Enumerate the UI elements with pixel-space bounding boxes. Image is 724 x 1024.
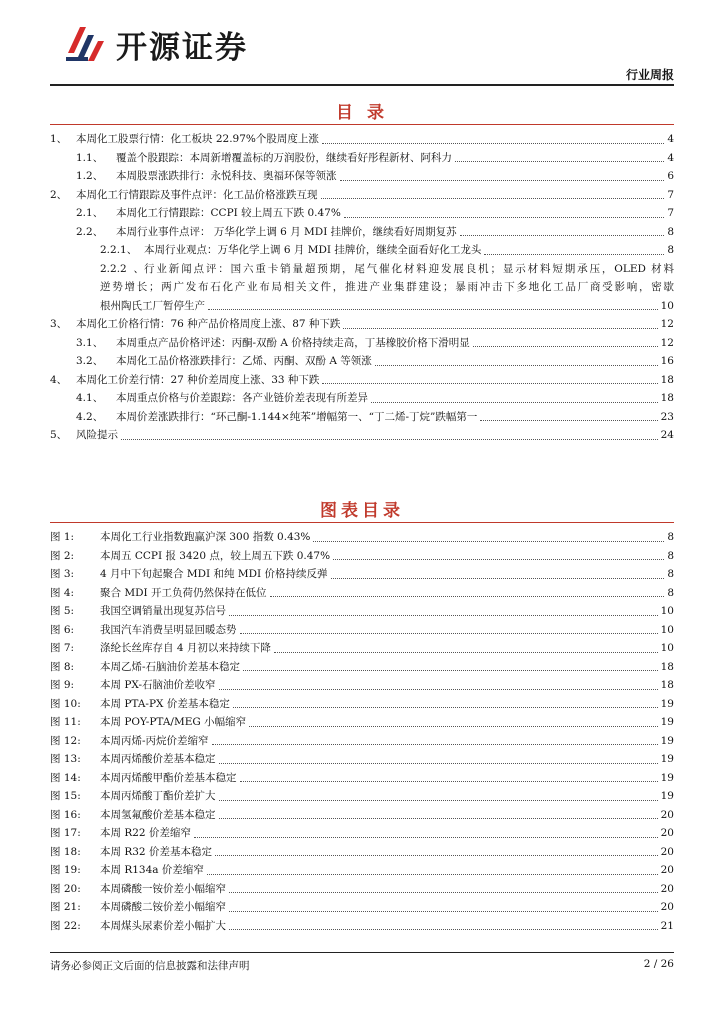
figure-index-list <box>50 528 674 935</box>
figure-entry[interactable] <box>50 806 674 825</box>
dot-leader <box>484 254 664 255</box>
toc-entry-page: 8 <box>667 568 674 580</box>
toc-entry-text: 本周 PX-石脑油价差收窄 <box>100 679 216 691</box>
toc-entry-page: 18 <box>660 679 674 691</box>
logo-text: 开源证券 <box>116 29 248 66</box>
toc-entry-number: 图 20: <box>50 882 81 895</box>
toc-entry[interactable] <box>50 149 674 168</box>
toc-entry-text: 我国空调销量出现复苏信号 <box>100 605 226 617</box>
toc-entry-page: 6 <box>667 170 674 182</box>
toc-entry-text: 本周股票涨跌排行：永悦科技、奥福环保等领涨 <box>116 170 337 182</box>
toc-entry-number: 图 14: <box>50 771 81 784</box>
toc-entry-page: 20 <box>660 882 674 895</box>
toc-entry-number: 图 17: <box>50 827 81 839</box>
toc-entry[interactable] <box>50 186 674 205</box>
toc-entry-page: 20 <box>660 827 674 839</box>
dot-leader <box>219 818 658 819</box>
footer-disclaimer: 请务必参阅正文后面的信息披露和法律声明 <box>50 960 250 972</box>
dot-leader <box>243 670 658 671</box>
toc-entry-text: 本周化工品价格涨跌排行：乙烯、丙酮、双酚 A 等领涨 <box>116 355 372 367</box>
toc-entry-text: 4 月中下旬起聚合 MDI 和纯 MDI 价格持续反弹 <box>100 568 328 580</box>
toc-list <box>50 130 674 445</box>
dot-leader <box>371 402 658 403</box>
dot-leader <box>344 217 665 218</box>
toc-entry-page: 20 <box>660 901 674 913</box>
dot-leader <box>240 781 658 782</box>
toc-entry-page: 19 <box>660 753 674 765</box>
figure-entry[interactable] <box>50 639 674 658</box>
toc-entry-page: 19 <box>660 790 674 802</box>
report-type-label: 行业周报 <box>625 68 674 82</box>
toc-entry-page: 20 <box>660 845 674 858</box>
toc-entry-number: 图 16: <box>50 808 81 821</box>
dot-leader <box>274 652 658 653</box>
figure-entry[interactable] <box>50 602 674 621</box>
toc-entry-page: 10 <box>660 642 674 654</box>
toc-entry-text: 本周行业观点：万华化学上调 6 月 MDI 挂牌价，继续全面看好化工龙头 <box>144 244 482 256</box>
toc-entry-number: 1、 <box>50 133 68 145</box>
toc-entry-text: 涤纶长丝库存自 4 月初以来持续下降 <box>100 642 271 654</box>
toc-entry-number: 图 12: <box>50 734 81 747</box>
toc-entry-text: 本周化工行业指数跑赢沪深 300 指数 0.43% <box>100 531 311 543</box>
figure-entry[interactable] <box>50 565 674 584</box>
toc-entry-text: 本周 R22 价差缩窄 <box>100 827 191 839</box>
dot-leader <box>212 744 658 745</box>
toc-entry-text: 行业新闻点评：国六重卡销量超预期，尾气催化材料迎发展良机；显示材料短期承压，OLED 材料 <box>144 262 674 275</box>
figure-entry[interactable] <box>50 824 674 843</box>
toc-entry-page: 8 <box>667 244 674 256</box>
toc-entry-text: 本周丙烯-丙烷价差缩窄 <box>100 734 209 747</box>
toc-entry-text: 本周价差涨跌排行：“环己酮-1.144×纯苯”增幅第一、“丁二烯-丁烷”跌幅第一 <box>116 410 478 423</box>
toc-entry-number: 图 22: <box>50 919 81 932</box>
toc-entry-page: 8 <box>667 531 674 543</box>
toc-entry-text: 本周 R32 价差基本稳定 <box>100 845 212 858</box>
dot-leader <box>340 180 665 181</box>
header-divider <box>50 84 674 86</box>
toc-entry-page: 19 <box>660 771 674 784</box>
toc-entry-page: 7 <box>667 207 674 219</box>
toc-entry-text: 本周 POY-PTA/MEG 小幅缩窄 <box>100 716 247 728</box>
dot-leader <box>270 596 665 597</box>
toc-entry-text: 本周丙烯酸价差基本稳定 <box>100 753 216 765</box>
toc-entry-number: 图 6: <box>50 623 75 636</box>
figure-entry[interactable] <box>50 787 674 806</box>
figure-entry[interactable] <box>50 528 674 547</box>
toc-entry-number: 4.1、 <box>76 392 104 404</box>
toc-entry-number: 图 10: <box>50 697 81 710</box>
figure-index-title: 图表目录 <box>320 501 404 521</box>
toc-entry-text: 本周磷酸一铵价差小幅缩窄 <box>100 882 226 895</box>
dot-leader <box>249 726 658 727</box>
toc-entry[interactable] <box>50 426 674 445</box>
toc-entry-number: 2.2、 <box>76 225 104 238</box>
toc-entry-page: 24 <box>660 429 674 441</box>
company-logo <box>64 22 274 66</box>
toc-entry-number: 3、 <box>50 318 68 330</box>
figure-entry[interactable] <box>50 843 674 862</box>
toc-entry-number: 3.1、 <box>76 336 104 349</box>
toc-entry-text: 逆势增长；两广发布石化产业布局相关文件，推进产业集群建设；暴雨冲击下多地化工品厂商受影响，密歇 <box>100 281 674 293</box>
dot-leader <box>322 383 657 384</box>
figure-entry[interactable] <box>50 861 674 880</box>
toc-entry[interactable] <box>50 315 674 334</box>
toc-entry-number: 图 15: <box>50 790 81 802</box>
dot-leader <box>229 911 658 912</box>
figure-entry[interactable] <box>50 917 674 936</box>
toc-entry-number: 2、 <box>50 188 68 201</box>
figure-entry[interactable] <box>50 880 674 899</box>
toc-entry[interactable] <box>50 352 674 371</box>
dot-leader <box>322 143 664 144</box>
toc-entry-page: 12 <box>660 318 674 330</box>
toc-entry-text: 本周化工价格行情：76 种产品价格周度上涨、87 种下跌 <box>76 318 341 330</box>
page-header <box>0 0 724 90</box>
toc-title: 目 录 <box>336 103 388 123</box>
toc-entry-page: 21 <box>660 919 674 932</box>
toc-entry-page: 7 <box>667 188 674 201</box>
toc-entry-page: 4 <box>667 133 674 145</box>
figure-entry[interactable] <box>50 547 674 566</box>
toc-entry-page: 10 <box>660 605 674 617</box>
figure-entry[interactable] <box>50 732 674 751</box>
toc-entry-page: 20 <box>660 864 674 876</box>
toc-entry-text: 本周化工价差行情：27 种价差周度上涨、33 种下跌 <box>76 373 320 386</box>
toc-entry-page: 10 <box>660 299 674 312</box>
toc-entry-number: 图 9: <box>50 679 75 691</box>
toc-entry-page: 4 <box>667 151 674 164</box>
toc-entry-number: 4.2、 <box>76 410 104 423</box>
toc-entry-number: 图 21: <box>50 901 81 913</box>
figure-entry[interactable] <box>50 695 674 714</box>
dot-leader <box>343 328 657 329</box>
toc-entry-text: 本周 R134a 价差缩窄 <box>100 864 204 876</box>
toc-entry-number: 2.1、 <box>76 207 104 219</box>
dot-leader <box>455 161 664 162</box>
toc-entry-number: 图 3: <box>50 568 75 580</box>
toc-entry-number: 1.1、 <box>76 151 104 164</box>
figure-entry[interactable] <box>50 769 674 788</box>
dot-leader <box>207 874 658 875</box>
toc-entry-number: 图 7: <box>50 642 75 654</box>
toc-entry-page: 18 <box>660 660 674 673</box>
toc-entry[interactable] <box>50 204 674 223</box>
toc-entry-text: 聚合 MDI 开工负荷仍然保持在低位 <box>100 586 267 599</box>
toc-entry-text: 本周五 CCPI 报 3420 点，较上周五下跌 0.47% <box>100 549 331 562</box>
toc-entry-number: 图 4: <box>50 586 75 599</box>
toc-entry[interactable] <box>50 241 674 260</box>
dot-leader <box>233 707 658 708</box>
dot-leader <box>460 235 665 236</box>
figure-entry[interactable] <box>50 584 674 603</box>
dot-leader <box>229 615 658 616</box>
toc-entry-text: 本周丙烯酸甲酯价差基本稳定 <box>100 771 237 784</box>
toc-entry-number: 图 8: <box>50 660 75 673</box>
toc-entry[interactable] <box>50 389 674 408</box>
toc-entry-number: 图 5: <box>50 605 75 617</box>
toc-entry-text: 本周行业事件点评： 万华化学上调 6 月 MDI 挂牌价，继续看好周期复苏 <box>116 225 457 238</box>
toc-entry[interactable] <box>50 371 674 390</box>
dot-leader <box>194 837 658 838</box>
dot-leader <box>321 198 665 199</box>
toc-entry-number: 图 13: <box>50 753 81 765</box>
toc-entry-text: 本周化工行情跟踪及事件点评：化工品价格涨跌互现 <box>76 188 318 201</box>
toc-entry[interactable] <box>50 167 674 186</box>
logo-mark-icon <box>64 23 108 65</box>
dot-leader <box>331 578 665 579</box>
toc-entry-page: 23 <box>660 410 674 423</box>
toc-entry-text: 本周重点产品价格评述：丙酮-双酚 A 价格持续走高，丁基橡胶价格下滑明显 <box>116 336 470 349</box>
figure-index-divider <box>50 522 674 523</box>
toc-entry-number: 2.2.1、 <box>100 244 138 256</box>
toc-entry-number: 图 2: <box>50 549 75 562</box>
toc-entry-number: 5、 <box>50 429 68 441</box>
toc-entry-text: 风险提示 <box>76 429 118 441</box>
toc-entry-text: 本周化工股票行情：化工板块 22.97%个股周度上涨 <box>76 133 319 145</box>
figure-entry[interactable] <box>50 621 674 640</box>
toc-entry-text: 本周煤头尿素价差小幅扩大 <box>100 919 226 932</box>
toc-entry-multiline[interactable] <box>50 260 674 316</box>
toc-entry-page: 10 <box>660 623 674 636</box>
figure-entry[interactable] <box>50 713 674 732</box>
dot-leader <box>229 892 658 893</box>
dot-leader <box>219 800 658 801</box>
toc-entry-number: 1.2、 <box>76 170 104 182</box>
toc-entry-page: 16 <box>660 355 674 367</box>
toc-entry-text: 本周乙烯-石脑油价差基本稳定 <box>100 660 241 673</box>
dot-leader <box>240 633 658 634</box>
toc-entry-page: 19 <box>660 734 674 747</box>
figure-entry[interactable] <box>50 750 674 769</box>
toc-entry-page: 19 <box>660 716 674 728</box>
dot-leader <box>219 689 658 690</box>
toc-entry-page: 8 <box>667 549 674 562</box>
toc-entry-text: 本周化工行情跟踪：CCPI 较上周五下跌 0.47% <box>116 207 341 219</box>
toc-entry-number: 图 19: <box>50 864 81 876</box>
toc-entry-text: 本周磷酸二铵价差小幅缩窄 <box>100 901 226 913</box>
dot-leader <box>375 365 658 366</box>
dot-leader <box>229 929 658 930</box>
dot-leader <box>333 559 664 560</box>
toc-entry-text: 我国汽车消费呈明显回暖态势 <box>100 623 237 636</box>
toc-entry-page: 20 <box>660 808 674 821</box>
dot-leader <box>219 763 658 764</box>
figure-entry[interactable] <box>50 676 674 695</box>
toc-entry-page: 18 <box>660 392 674 404</box>
toc-entry-number: 图 1: <box>50 531 75 543</box>
toc-entry-text: 本周 PTA-PX 价差基本稳定 <box>100 697 230 710</box>
figure-entry[interactable] <box>50 658 674 677</box>
toc-entry[interactable] <box>50 223 674 242</box>
footer-divider <box>50 952 674 953</box>
toc-entry-number: 2.2.2、 <box>100 262 144 275</box>
toc-entry[interactable] <box>50 130 674 149</box>
toc-entry-text: 本周丙烯酸丁酯价差扩大 <box>100 790 216 802</box>
toc-entry-number: 3.2、 <box>76 355 104 367</box>
figure-entry[interactable] <box>50 898 674 917</box>
dot-leader <box>121 439 658 440</box>
toc-entry-text: 本周重点价格与价差跟踪：各产业链价差表现有所差异 <box>116 392 368 404</box>
toc-entry[interactable] <box>50 408 674 427</box>
toc-entry-text: 本周氢氟酸价差基本稳定 <box>100 808 216 821</box>
toc-entry-page: 8 <box>667 225 674 238</box>
dot-leader <box>208 309 658 310</box>
toc-entry-text: 覆盖个股跟踪：本周新增覆盖标的万润股份，继续看好彤程新材、阿科力 <box>116 151 452 164</box>
toc-entry-number: 图 18: <box>50 845 81 858</box>
toc-entry-number: 4、 <box>50 373 68 386</box>
toc-entry[interactable] <box>50 334 674 353</box>
page-number: 2 / 26 <box>643 958 674 970</box>
toc-entry-page: 8 <box>667 586 674 599</box>
dot-leader <box>215 855 658 856</box>
toc-entry-text: 根州陶氏工厂暂停生产 <box>100 299 205 312</box>
toc-entry-number: 图 11: <box>50 716 81 728</box>
dot-leader <box>480 420 657 421</box>
toc-entry-page: 18 <box>660 373 674 386</box>
toc-entry-page: 19 <box>660 697 674 710</box>
toc-title-divider <box>50 124 674 125</box>
dot-leader <box>313 541 664 542</box>
dot-leader <box>473 346 658 347</box>
toc-entry-page: 12 <box>660 336 674 349</box>
